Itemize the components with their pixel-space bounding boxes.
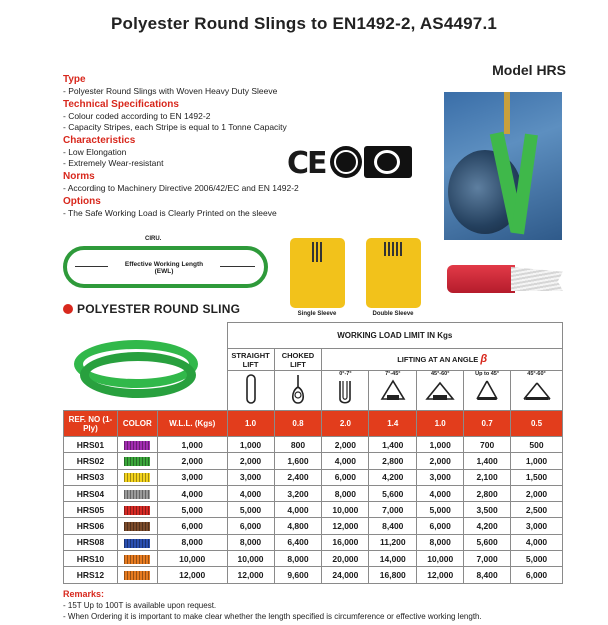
basket-angle-icon — [378, 379, 408, 403]
load-cell: 5,000 — [227, 502, 274, 518]
load-cell: 4,000 — [322, 453, 369, 469]
wll-cell: 3,000 — [157, 469, 227, 485]
load-cell: 6,000 — [227, 518, 274, 534]
wll-header: WORKING LOAD LIMIT IN Kgs — [227, 323, 562, 349]
angle-up-to-45-cell: Up to 45° — [464, 371, 511, 411]
section-title-text: POLYESTER ROUND SLING — [77, 302, 241, 316]
round-sling-image — [66, 330, 206, 408]
load-cell: 8,000 — [227, 534, 274, 550]
double-sleeve-caption: Double Sleeve — [372, 311, 414, 317]
load-cell: 3,000 — [227, 469, 274, 485]
two-leg-angle-icon — [472, 379, 502, 403]
color-swatch — [124, 522, 150, 531]
load-cell: 1,000 — [227, 437, 274, 453]
load-cell: 2,800 — [369, 453, 417, 469]
load-cell: 5,600 — [464, 534, 511, 550]
single-sleeve-image — [290, 238, 345, 308]
wll-cell: 5,000 — [157, 502, 227, 518]
load-cell: 2,100 — [464, 469, 511, 485]
wll-cell: 6,000 — [157, 518, 227, 534]
load-cell: 12,000 — [227, 567, 274, 583]
load-cell: 16,800 — [369, 567, 417, 583]
factor-cell: 0.5 — [511, 411, 563, 437]
load-cell: 8,000 — [322, 485, 369, 501]
ref-cell: HRS03 — [64, 469, 118, 485]
wll-col-header: W.L.L. (Kgs) — [157, 411, 227, 437]
load-cell: 14,000 — [369, 551, 417, 567]
tuv-seal-icon — [330, 146, 362, 178]
factor-cell: 0.8 — [274, 411, 322, 437]
ref-cell: HRS08 — [64, 534, 118, 550]
spec-heading-norms: Norms — [63, 171, 95, 182]
load-cell: 4,000 — [417, 485, 464, 501]
angle-7-45-cell: 7°-45° — [369, 371, 417, 411]
load-cell: 6,000 — [417, 518, 464, 534]
ref-cell: HRS02 — [64, 453, 118, 469]
spec-line: - Capacity Stripes, each Stripe is equal to 1 Tonne Capacity — [63, 122, 287, 132]
load-cell: 2,000 — [322, 437, 369, 453]
ref-no-header: REF. NO (1-Ply) — [64, 411, 118, 437]
spec-line: - Polyester Round Slings with Woven Heavy Duty Sleeve — [63, 86, 278, 96]
wll-cell: 4,000 — [157, 485, 227, 501]
load-cell: 7,000 — [464, 551, 511, 567]
table-row — [64, 485, 563, 501]
model-label: Model HRS — [492, 62, 566, 78]
factor-cell: 1.0 — [417, 411, 464, 437]
basket-wide-angle-icon — [425, 379, 455, 403]
table-row — [64, 437, 563, 453]
table-row — [64, 567, 563, 583]
straight-lift-icon — [227, 371, 274, 411]
color-swatch — [124, 539, 150, 548]
single-sleeve-caption: Single Sleeve — [297, 311, 337, 317]
load-cell: 800 — [274, 437, 322, 453]
angle-0-7-cell: 0°-7° — [322, 371, 369, 411]
spec-line: - Low Elongation — [63, 147, 127, 157]
color-cell — [117, 437, 157, 453]
load-cell: 9,600 — [274, 567, 322, 583]
load-cell: 4,000 — [227, 485, 274, 501]
table-row — [64, 502, 563, 518]
color-swatch — [124, 490, 150, 499]
color-cell — [117, 518, 157, 534]
table-body — [64, 437, 563, 584]
cutaway-sling-image — [447, 259, 565, 299]
factor-cell: 1.4 — [369, 411, 417, 437]
load-cell: 2,500 — [511, 502, 563, 518]
color-swatch — [124, 571, 150, 580]
wll-cell: 8,000 — [157, 534, 227, 550]
load-cell: 7,000 — [369, 502, 417, 518]
color-cell — [117, 534, 157, 550]
load-cell: 1,500 — [511, 469, 563, 485]
wll-cell: 12,000 — [157, 567, 227, 583]
load-cell: 5,000 — [511, 551, 563, 567]
load-cell: 4,000 — [274, 502, 322, 518]
straight-lift-header: STRAIGHT LIFT — [227, 349, 274, 371]
load-cell: 1,400 — [369, 437, 417, 453]
choked-lift-icon — [274, 371, 322, 411]
load-cell: 8,400 — [369, 518, 417, 534]
remark-line: - When Ordering it is important to make clear whether the length specified is circumference or effective working length. — [63, 612, 482, 621]
load-cell: 8,000 — [417, 534, 464, 550]
load-cell: 3,200 — [274, 485, 322, 501]
table-row — [64, 551, 563, 567]
beta-symbol: β — [480, 353, 488, 365]
remarks-heading: Remarks: — [63, 589, 105, 599]
load-cell: 10,000 — [322, 502, 369, 518]
color-cell — [117, 502, 157, 518]
two-leg-wide-icon — [522, 379, 552, 403]
choked-lift-header: CHOKED LIFT — [274, 349, 322, 371]
load-cell: 16,000 — [322, 534, 369, 550]
spec-heading-characteristics: Characteristics — [63, 135, 136, 146]
load-cell: 2,000 — [511, 485, 563, 501]
section-title — [63, 302, 240, 316]
color-swatch — [124, 506, 150, 515]
load-cell: 4,200 — [369, 469, 417, 485]
ewl-label — [108, 261, 220, 275]
load-cell: 6,000 — [322, 469, 369, 485]
load-cell: 3,000 — [417, 469, 464, 485]
load-cell: 12,000 — [417, 567, 464, 583]
page-title: Polyester Round Slings to EN1492-2, AS4497.1 — [110, 14, 498, 33]
load-cell: 4,000 — [511, 534, 563, 550]
crane-hook-icon — [504, 92, 510, 134]
ref-cell: HRS06 — [64, 518, 118, 534]
ewl-label-line2: (EWL) — [154, 268, 174, 275]
color-cell — [117, 551, 157, 567]
angle-header: LIFTING AT AN ANGLE β — [322, 349, 563, 371]
load-cell: 3,500 — [464, 502, 511, 518]
color-cell — [117, 469, 157, 485]
basket-vertical-icon — [334, 379, 356, 405]
load-cell: 20,000 — [322, 551, 369, 567]
ewl-label-line1: Effective Working Length — [124, 261, 204, 268]
load-cell: 8,000 — [274, 551, 322, 567]
load-cell: 6,000 — [511, 567, 563, 583]
color-swatch — [124, 473, 150, 482]
color-swatch — [124, 555, 150, 564]
spec-line: - The Safe Working Load is Clearly Printed on the sleeve — [63, 208, 277, 218]
factor-cell: 1.0 — [227, 411, 274, 437]
load-cell: 10,000 — [227, 551, 274, 567]
factor-cell: 0.7 — [464, 411, 511, 437]
wll-cell: 10,000 — [157, 551, 227, 567]
load-cell: 8,400 — [464, 567, 511, 583]
angle-45-60-two-leg-cell: 45°-60° — [511, 371, 563, 411]
load-cell: 6,400 — [274, 534, 322, 550]
color-swatch — [124, 457, 150, 466]
remark-line: - 15T Up to 100T is available upon request. — [63, 601, 217, 610]
ref-cell: HRS05 — [64, 502, 118, 518]
table-row — [64, 469, 563, 485]
load-cell: 1,400 — [464, 453, 511, 469]
color-cell — [117, 567, 157, 583]
load-cell: 2,800 — [464, 485, 511, 501]
ref-cell: HRS04 — [64, 485, 118, 501]
load-cell: 2,000 — [417, 453, 464, 469]
circumference-label: CIRU. — [145, 236, 162, 242]
ref-cell: HRS10 — [64, 551, 118, 567]
color-cell — [117, 485, 157, 501]
load-cell: 4,200 — [464, 518, 511, 534]
table-row — [64, 534, 563, 550]
ref-cell: HRS12 — [64, 567, 118, 583]
load-cell: 1,600 — [274, 453, 322, 469]
load-cell: 2,000 — [227, 453, 274, 469]
load-cell: 3,000 — [511, 518, 563, 534]
wll-cell: 2,000 — [157, 453, 227, 469]
factor-cell: 2.0 — [322, 411, 369, 437]
gs-seal-icon — [364, 146, 412, 178]
factor-row — [64, 411, 563, 437]
spec-line: - Extremely Wear-resistant — [63, 158, 164, 168]
load-cell: 5,600 — [369, 485, 417, 501]
spec-heading-technical: Technical Specifications — [63, 99, 179, 110]
load-cell: 700 — [464, 437, 511, 453]
spec-heading-type: Type — [63, 74, 86, 85]
spec-heading-options: Options — [63, 196, 101, 207]
load-cell: 11,200 — [369, 534, 417, 550]
table-row — [64, 518, 563, 534]
product-photo — [444, 92, 562, 240]
load-cell: 24,000 — [322, 567, 369, 583]
spec-line: - Colour coded according to EN 1492-2 — [63, 111, 211, 121]
load-cell: 10,000 — [417, 551, 464, 567]
load-cell: 5,000 — [417, 502, 464, 518]
color-swatch — [124, 441, 150, 450]
angle-45-60-cell: 45°-60° — [417, 371, 464, 411]
double-sleeve-image — [366, 238, 421, 308]
load-cell: 4,800 — [274, 518, 322, 534]
load-cell: 500 — [511, 437, 563, 453]
load-cell: 2,400 — [274, 469, 322, 485]
ce-mark-icon: CE — [287, 146, 326, 181]
wll-cell: 1,000 — [157, 437, 227, 453]
table-row — [64, 453, 563, 469]
load-cell: 12,000 — [322, 518, 369, 534]
load-cell: 1,000 — [511, 453, 563, 469]
color-header: COLOR — [117, 411, 157, 437]
spec-line: - According to Machinery Directive 2006/42/EC and EN 1492-2 — [63, 183, 299, 193]
ref-cell: HRS01 — [64, 437, 118, 453]
load-cell: 1,000 — [417, 437, 464, 453]
color-cell — [117, 453, 157, 469]
bullet-icon — [63, 304, 73, 314]
